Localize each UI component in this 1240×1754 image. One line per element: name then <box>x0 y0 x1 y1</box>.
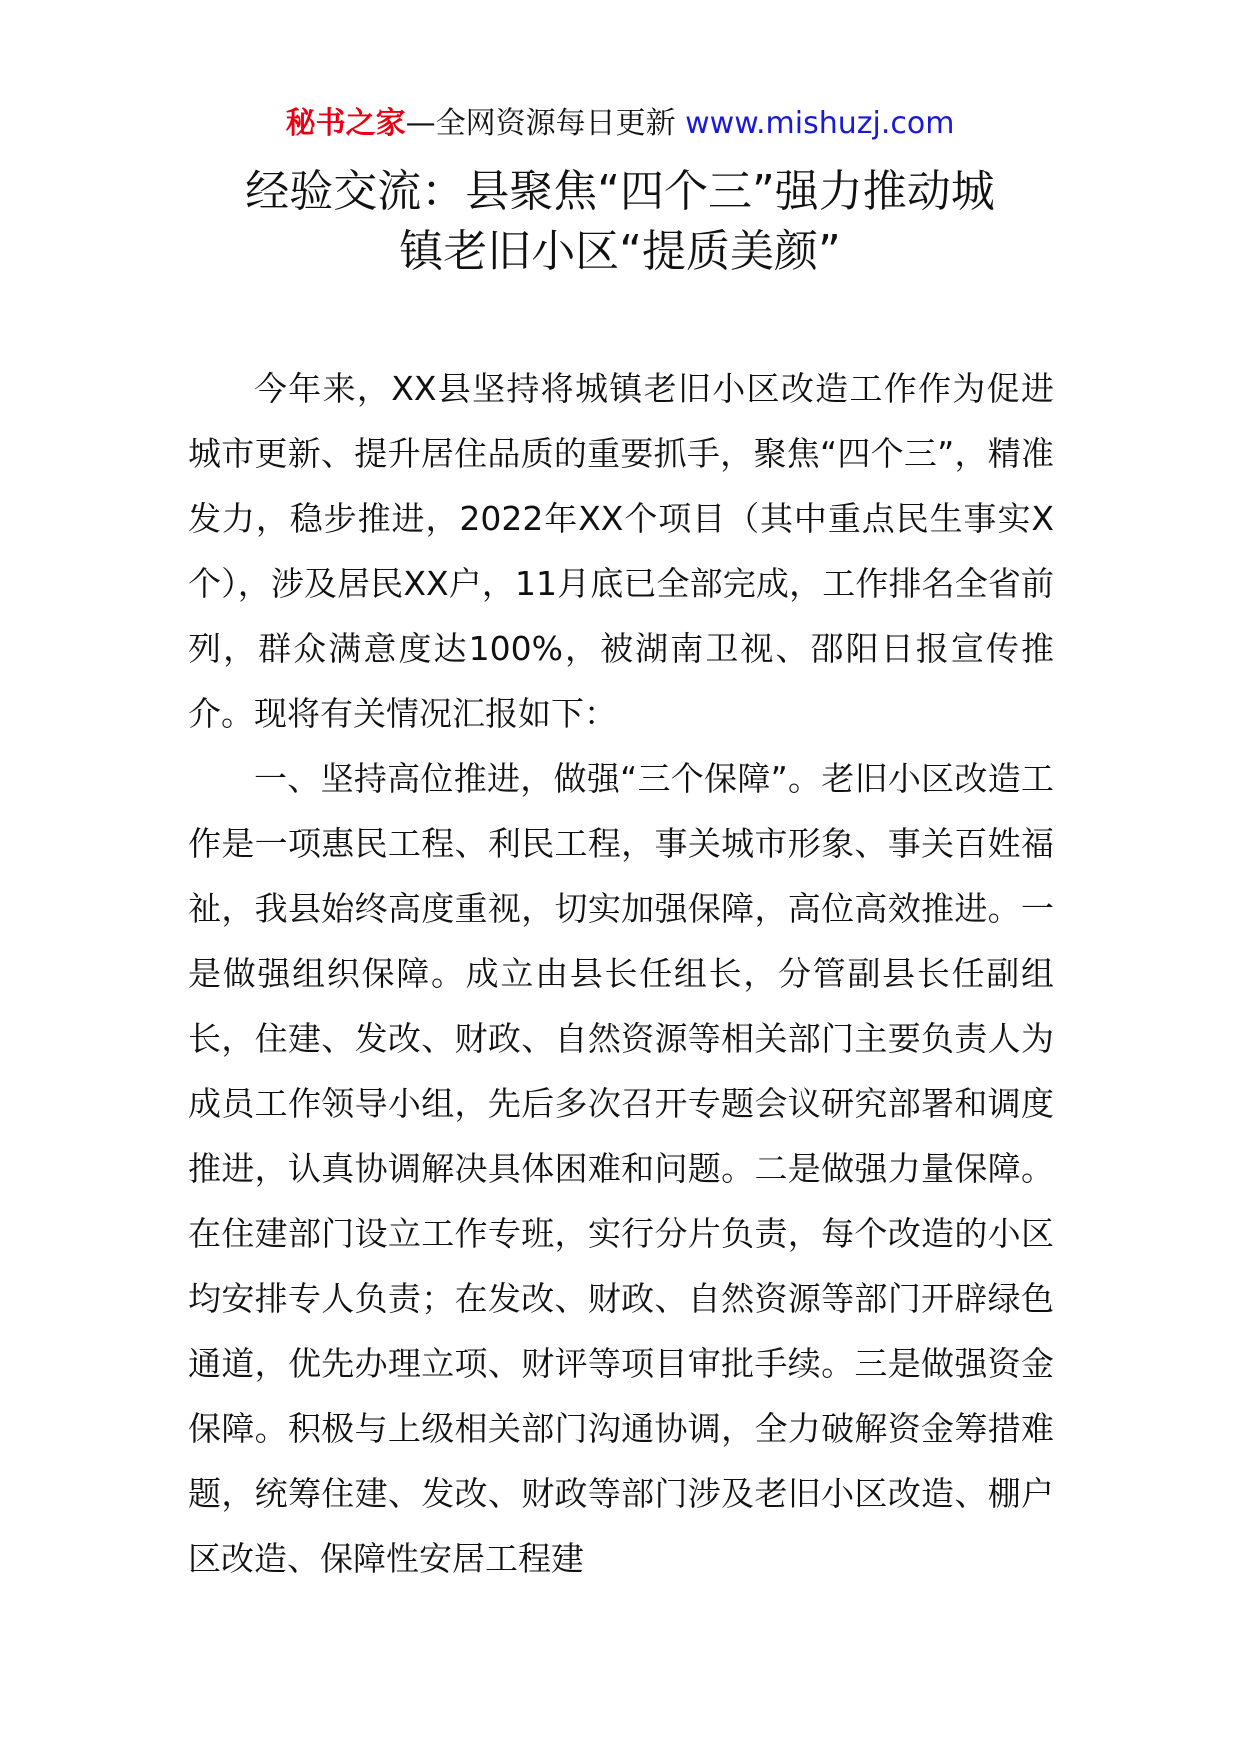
document-body <box>188 356 1054 1591</box>
title-line-2: 镇老旧小区“提质美颜” <box>399 226 841 277</box>
header-tagline: —全网资源每日更新 <box>405 106 676 141</box>
site-header <box>0 104 1240 144</box>
document-title <box>0 162 1240 282</box>
title-line-1: 经验交流：县聚焦“四个三”强力推动城 <box>245 166 995 217</box>
intro-paragraph: 今年来，XX县坚持将城镇老旧小区改造工作作为促进城市更新、提升居住品质的重要抓手，聚焦“四个三”，精准发力，稳步推进，2022年XX个项目（其中重点民生事实X个），涉及居民XX户，11月底已全部完成，工作排名全省前列，群众满意度达100%，被湖南卫视、邵阳日报宣传推介。现将有关情况汇报如下： <box>188 369 1054 733</box>
section-1-body: 老旧小区改造工作是一项惠民工程、利民工程，事关城市形象、事关百姓福祉，我县始终高度重视，切实加强保障，高位高效推进。一是做强组织保障。成立由县长任组长，分管副县长任副组长，住建、发改、财政、自然资源等相关部门主要负责人为成员工作领导小组，先后多次召开专题会议研究部署和调度推进，认真协调解决具体困难和问题。二是做强力量保障。在住建部门设立工作专班，实行分片负责，每个改造的小区均安排专人负责；在发改、财政、自然资源等部门开辟绿色通道，优先办理立项、财评等项目审批手续。三是做强资金保障。积极与上级相关部门沟通协调，全力破解资金筹措难题，统筹住建、发改、财政等部门涉及老旧小区改造、棚户区改造、保障性安居工程建 <box>188 759 1054 1578</box>
site-url-link[interactable]: www.mishuzj.com <box>685 106 955 141</box>
section-1-paragraph <box>188 746 1054 1591</box>
section-1-heading: 一、坚持高位推进，做强“三个保障”。 <box>254 759 822 798</box>
brand-name: 秘书之家 <box>285 106 406 141</box>
